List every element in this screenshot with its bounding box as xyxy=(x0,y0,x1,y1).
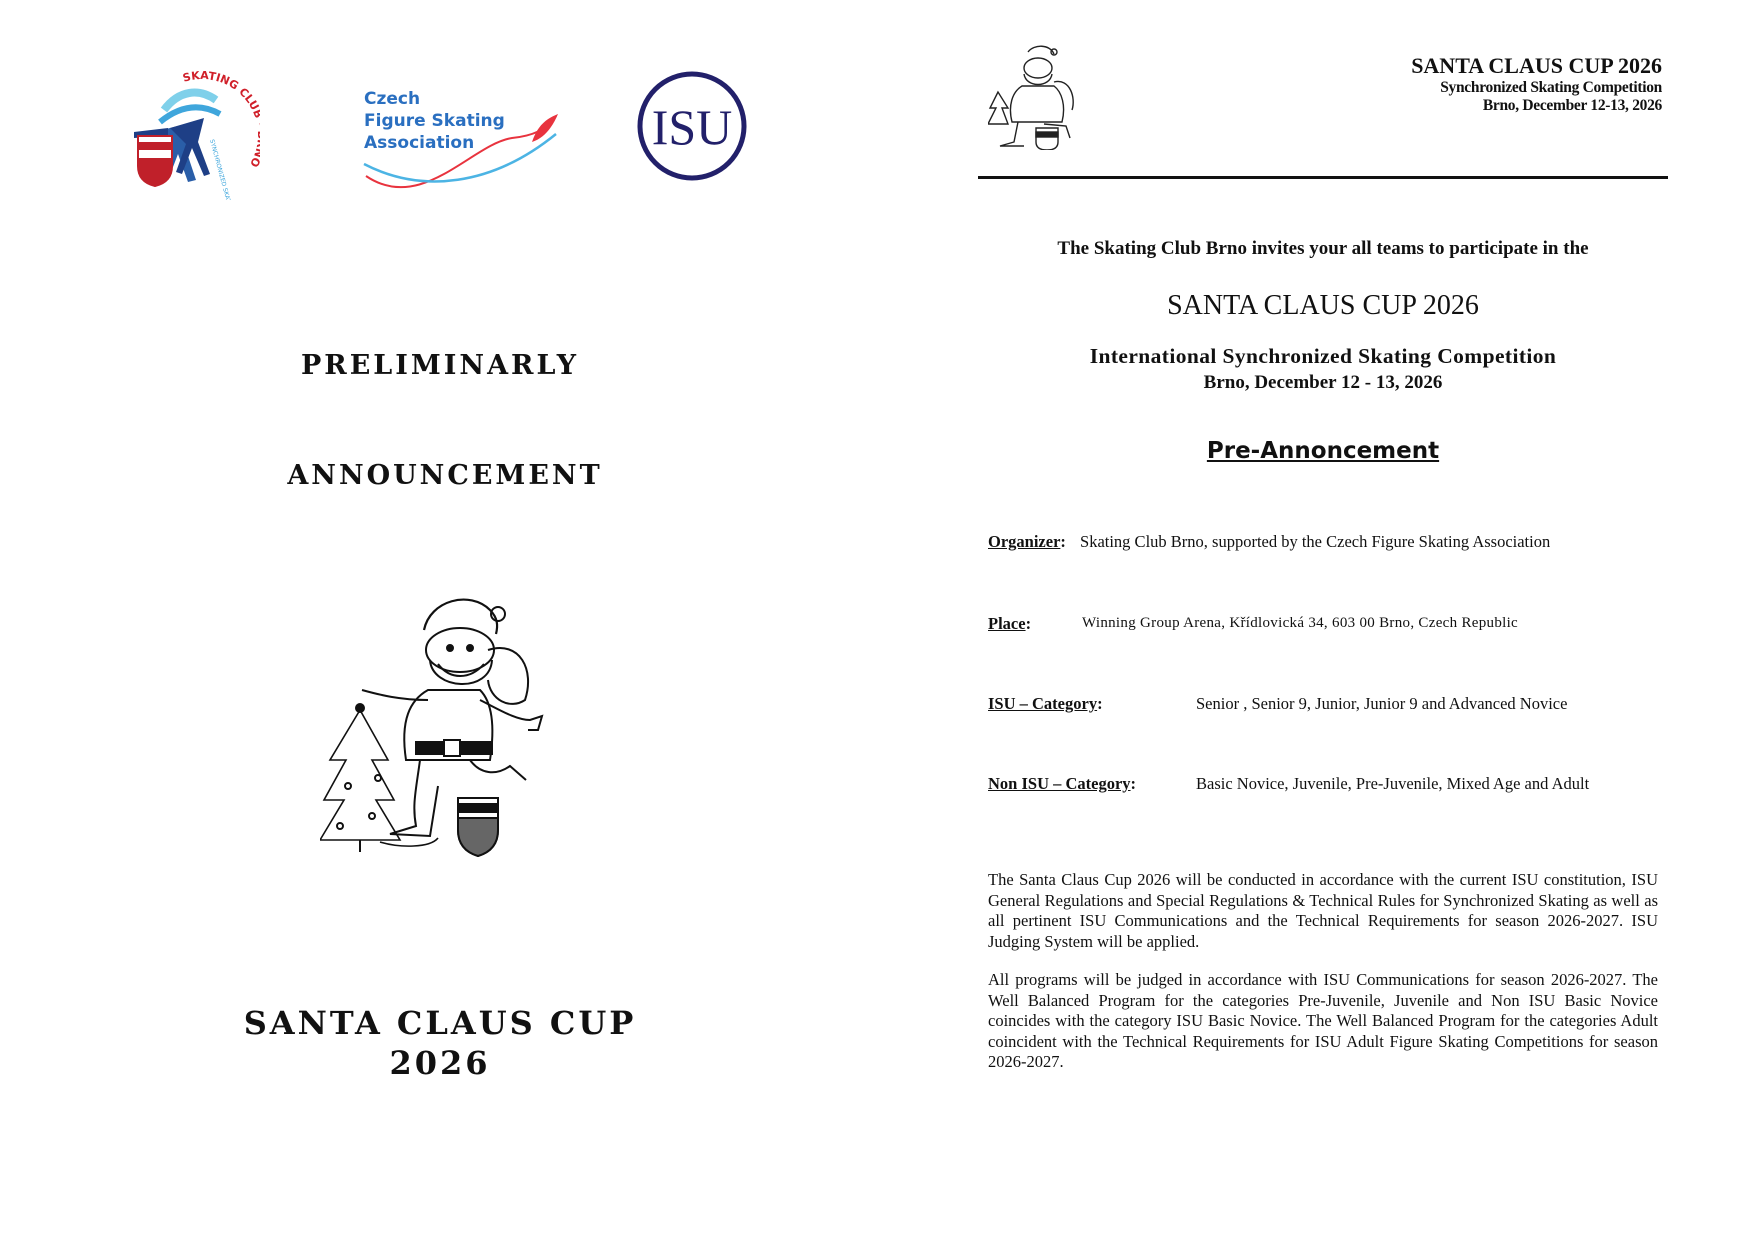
cup-title xyxy=(150,1003,730,1083)
announcement-heading: ANNOUNCEMENT xyxy=(287,460,603,491)
cfsa-line1: Czech xyxy=(364,89,421,109)
organizer-row xyxy=(988,532,1550,552)
organizer-value: Skating Club Brno, supported by the Czech Figure Skating Association xyxy=(1080,532,1551,551)
header-title: SANTA CLAUS CUP 2026 xyxy=(1411,53,1662,78)
non-isu-category-label: Non ISU – Category xyxy=(988,774,1131,793)
invitation-line: The Skating Club Brno invites your all teams to participate in the xyxy=(1057,238,1589,259)
place-colon: : xyxy=(1025,614,1032,633)
header-divider xyxy=(978,176,1668,179)
cup-title-line1: SANTA CLAUS CUP xyxy=(243,1004,637,1042)
competition-subtitle: International Synchronized Skating Competition xyxy=(1089,344,1557,368)
organizer-label: Organizer xyxy=(988,532,1061,551)
non-isu-category-row xyxy=(988,774,1590,794)
cup-title-line2: 2026 xyxy=(389,1044,491,1082)
preliminarly-heading: PRELIMINARLY xyxy=(300,350,580,381)
organizer-colon: : xyxy=(1060,532,1066,551)
pre-announcement-heading: Pre-Annoncement xyxy=(1206,438,1440,464)
isu-category-label: ISU – Category xyxy=(988,694,1098,713)
isu-category-value: Senior , Senior 9, Junior, Junior 9 and Advanced Novice xyxy=(1196,694,1568,713)
header-dates: Brno, December 12-13, 2026 xyxy=(1482,97,1662,114)
santa-header-illustration xyxy=(988,42,1080,150)
santa-skating-illustration xyxy=(320,590,560,860)
regulations-paragraph: The Santa Claus Cup 2026 will be conducted in accordance with the current ISU constitution, ISU General Regulations and Special Regulations & Technical Rules for Synchronized Skating as well as all pertinent ISU Communications and the Technical Requirements for season 2026-2027. ISU Judging System will be applied. xyxy=(988,870,1658,951)
competition-title: SANTA CLAUS CUP 2026 xyxy=(1167,290,1479,321)
czech-figure-skating-association-logo xyxy=(362,84,562,208)
skating-club-inner-text: SYNCHRONIZED SKATING xyxy=(208,138,235,200)
non-isu-category-colon: : xyxy=(1130,774,1137,793)
isu-logo-text: ISU xyxy=(651,99,733,155)
header-subtitle: Synchronized Skating Competition xyxy=(1440,79,1662,96)
skating-club-arc-text: SKATING CLU xyxy=(181,70,260,113)
non-isu-category-value: Basic Novice, Juvenile, Pre-Juvenile, Mixed Age and Adult xyxy=(1196,774,1590,793)
place-label: Place xyxy=(988,614,1026,633)
cfsa-line2: Figure Skating xyxy=(364,111,505,131)
document-header xyxy=(1411,53,1662,115)
isu-category-colon: : xyxy=(1097,694,1103,713)
place-row xyxy=(988,614,1519,634)
judging-paragraph: All programs will be judged in accordance with ISU Communications for season 2026-2027. The Well Balanced Program for the categories Pre-Juvenile, Juvenile and Non ISU Basic Novice coincides with the category ISU Basic Novice. The Well Balanced Program for the categories Adult coincident with the Technical Requirements for ISU Adult Figure Skating Competitions for season 2026-2027. xyxy=(988,970,1658,1071)
skating-club-brno-logo xyxy=(124,70,260,200)
isu-category-row xyxy=(988,694,1568,714)
isu-logo xyxy=(636,70,748,182)
svg-text:SKATING CLUB · BRNO xyxy=(181,70,260,169)
place-value: Winning Group Arena, Křídlovická 34, 603 00 Brno, Czech Republic xyxy=(1082,615,1519,631)
cfsa-line3: Association xyxy=(364,133,475,153)
competition-dates: Brno, December 12 - 13, 2026 xyxy=(1203,372,1443,393)
